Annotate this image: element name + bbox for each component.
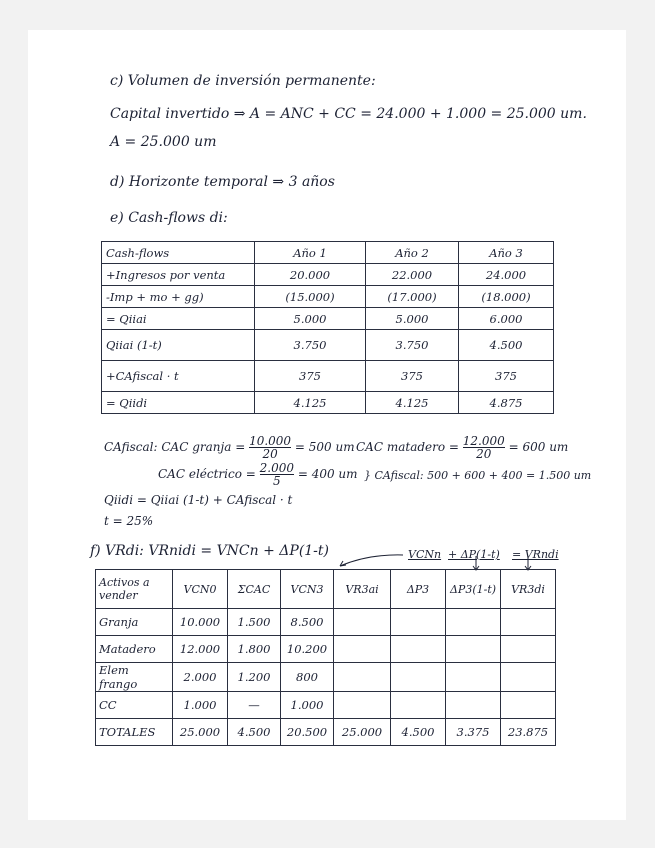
- table-header-cell: VR3ai: [334, 570, 391, 609]
- section-c-title: c) Volumen de inversión permanente:: [110, 73, 376, 89]
- section-d-line: d) Horizonte temporal ⇒ 3 años: [110, 174, 335, 190]
- fraction: [260, 462, 294, 487]
- table-row: [102, 264, 554, 286]
- section-f-title: f) VRdi: VRnidi = VNCn + ΔP(1-t): [90, 543, 330, 559]
- formula-term: = VRndi: [512, 548, 559, 561]
- table-header-cell: Año 2: [366, 242, 459, 264]
- table-cell: Qiiai (1-t): [102, 330, 255, 361]
- capital-invertido-line: Capital invertido ⇒ A = ANC + CC = 24.000 + 1.000 = 25.000 um.: [110, 106, 587, 122]
- table-cell: 1.000: [281, 692, 334, 719]
- table-row: [96, 692, 556, 719]
- table-cell: 3.375: [446, 719, 501, 746]
- table-cell: [501, 609, 556, 636]
- table-cell: 25.000: [173, 719, 228, 746]
- note-cafiscal-total: } CAfiscal: 500 + 600 + 400 = 1.500 um: [364, 469, 592, 482]
- table-cell: [501, 692, 556, 719]
- table-cell: (15.000): [255, 286, 366, 308]
- table-cell: [334, 636, 391, 663]
- table-header-cell: VR3di: [501, 570, 556, 609]
- table-header-cell: ΔP3(1-t): [446, 570, 501, 609]
- table-cell: 375: [255, 361, 366, 392]
- handwritten-page: [28, 30, 626, 820]
- note-text: CAC matadero =: [356, 440, 463, 454]
- table-cell: [501, 636, 556, 663]
- fraction-denominator: 5: [273, 474, 281, 488]
- table-cell: 22.000: [366, 264, 459, 286]
- table-cell: 1.200: [228, 663, 281, 692]
- table-cell: 10.200: [281, 636, 334, 663]
- table-row: [102, 286, 554, 308]
- table-cell: -Imp + mo + gg): [102, 286, 255, 308]
- row-label-cell: CC: [96, 692, 173, 719]
- table-row: [96, 663, 556, 692]
- table-cell: (18.000): [459, 286, 554, 308]
- table-cell: 1.500: [228, 609, 281, 636]
- table-cell: 25.000: [334, 719, 391, 746]
- note-text: = 500 um: [294, 440, 355, 454]
- table-row: [96, 609, 556, 636]
- table-cell: 24.000: [459, 264, 554, 286]
- table-cell: 10.000: [173, 609, 228, 636]
- note-cac-matadero: [356, 435, 568, 460]
- table-cell: [391, 692, 446, 719]
- table-cell: 375: [366, 361, 459, 392]
- formula-term: VCNn: [408, 548, 442, 561]
- table-cell: 6.000: [459, 308, 554, 330]
- table-header-cell: Cash-flows: [102, 242, 255, 264]
- table-cell: 4.500: [228, 719, 281, 746]
- table-row: [96, 570, 556, 609]
- note-text: = 600 um: [508, 440, 569, 454]
- row-label-cell: Matadero: [96, 636, 173, 663]
- fraction-numerator: 2.000: [259, 461, 294, 475]
- table-cell: [391, 609, 446, 636]
- vr-table: [95, 569, 556, 746]
- table-row: [102, 242, 554, 264]
- note-text: = 400 um: [297, 467, 358, 481]
- table-row: [102, 361, 554, 392]
- table-cell: 1.800: [228, 636, 281, 663]
- table-cell: [334, 663, 391, 692]
- table-row: [96, 719, 556, 746]
- table-cell: 23.875: [501, 719, 556, 746]
- row-label-cell: Granja: [96, 609, 173, 636]
- table-cell: 4.500: [459, 330, 554, 361]
- table-header-cell: ΔP3: [391, 570, 446, 609]
- table-cell: (17.000): [366, 286, 459, 308]
- fraction-numerator: 10.000: [249, 434, 292, 448]
- table-cell: [446, 663, 501, 692]
- table-cell: 375: [459, 361, 554, 392]
- row-label-cell: TOTALES: [96, 719, 173, 746]
- table-cell: 2.000: [173, 663, 228, 692]
- table-cell: 5.000: [255, 308, 366, 330]
- table-row: [102, 392, 554, 414]
- fraction: [463, 435, 505, 460]
- table-row: [96, 636, 556, 663]
- table-cell: 3.750: [255, 330, 366, 361]
- row-label-cell: Elem frango: [96, 663, 173, 692]
- fraction: [249, 435, 291, 460]
- table-cell: [446, 692, 501, 719]
- table-cell: 4.875: [459, 392, 554, 414]
- table-cell: 12.000: [173, 636, 228, 663]
- table-cell: —: [228, 692, 281, 719]
- table-cell: 20.500: [281, 719, 334, 746]
- table-cell: 4.125: [255, 392, 366, 414]
- table-header-cell: Año 1: [255, 242, 366, 264]
- table-header-cell: VCN3: [281, 570, 334, 609]
- section-e-title: e) Cash-flows di:: [110, 210, 228, 226]
- cash-flow-table: [101, 241, 554, 414]
- table-cell: [446, 609, 501, 636]
- note-qiidi-formula: Qiidi = Qiiai (1-t) + CAfiscal · t: [104, 493, 293, 507]
- table-cell: 8.500: [281, 609, 334, 636]
- table-cell: [501, 663, 556, 692]
- fraction-numerator: 12.000: [462, 434, 505, 448]
- table-header-cell: Año 3: [459, 242, 554, 264]
- table-cell: [391, 636, 446, 663]
- table-header-cell: ΣCAC: [228, 570, 281, 609]
- table-cell: [334, 692, 391, 719]
- table-cell: [334, 609, 391, 636]
- note-cac-electrico: [158, 462, 358, 487]
- table-cell: 20.000: [255, 264, 366, 286]
- formula-term: + ΔP(1-t): [448, 548, 500, 561]
- table-cell: +Ingresos por venta: [102, 264, 255, 286]
- table-cell: 4.500: [391, 719, 446, 746]
- table-header-cell: Activos a vender: [96, 570, 173, 609]
- fraction-denominator: 20: [262, 447, 278, 461]
- table-cell: [446, 636, 501, 663]
- table-cell: = Qiidi: [102, 392, 255, 414]
- table-cell: 800: [281, 663, 334, 692]
- a-result-line: A = 25.000 um: [110, 134, 217, 150]
- table-row: [102, 308, 554, 330]
- table-cell: 4.125: [366, 392, 459, 414]
- note-tax-rate: t = 25%: [104, 514, 154, 528]
- table-cell: [391, 663, 446, 692]
- table-cell: = Qiiai: [102, 308, 255, 330]
- table-cell: 5.000: [366, 308, 459, 330]
- table-header-cell: VCN0: [173, 570, 228, 609]
- table-cell: 3.750: [366, 330, 459, 361]
- note-text: CAC eléctrico =: [158, 467, 260, 481]
- table-row: [102, 330, 554, 361]
- table-cell: +CAfiscal · t: [102, 361, 255, 392]
- note-text: CAfiscal: CAC granja =: [104, 440, 250, 454]
- fraction-denominator: 20: [476, 447, 492, 461]
- table-cell: 1.000: [173, 692, 228, 719]
- note-cac-granja: [104, 435, 355, 460]
